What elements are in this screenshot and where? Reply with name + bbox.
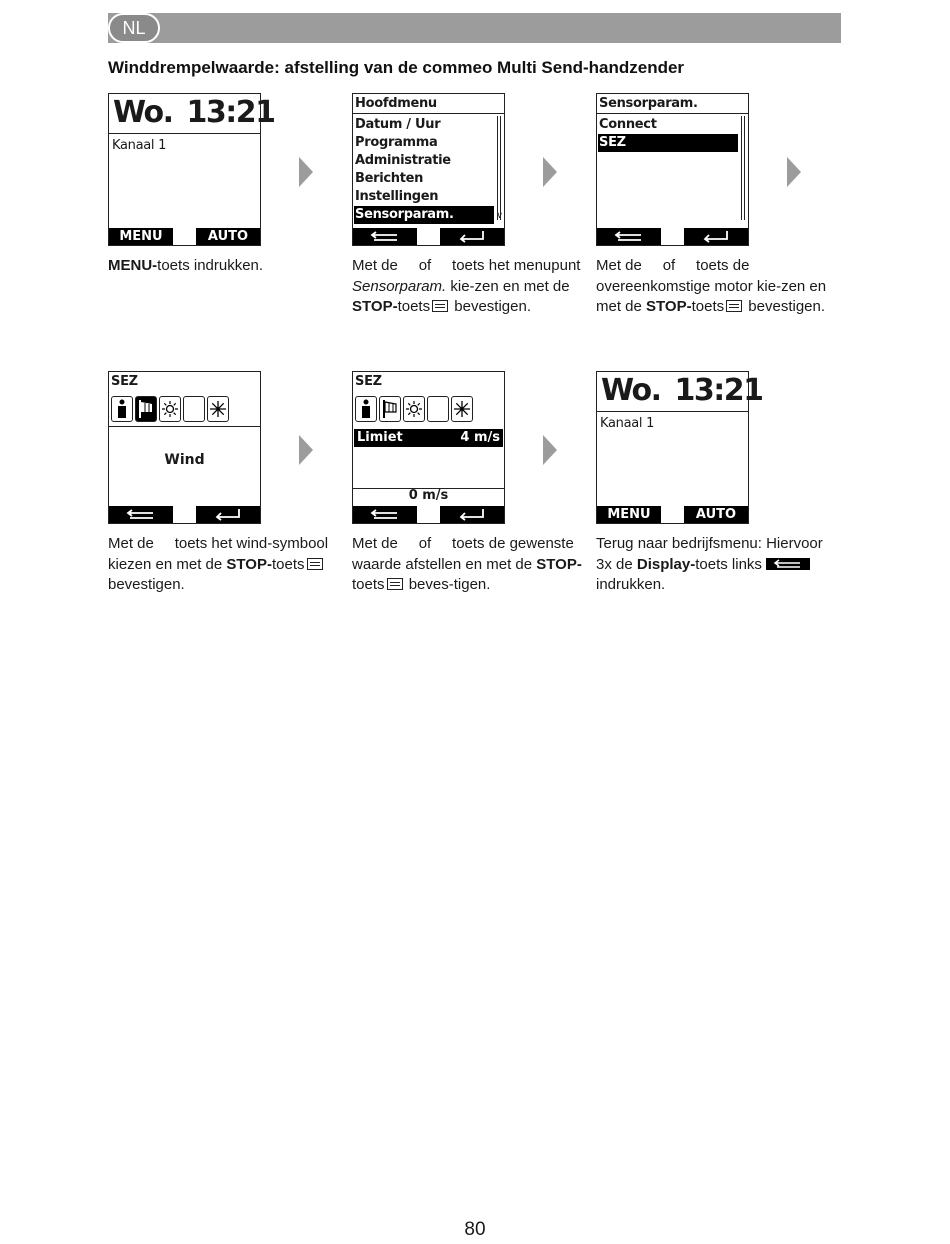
- back-arrow-icon: [370, 230, 400, 242]
- lcd-screen-sez-wind: [108, 371, 261, 524]
- arrow-right-icon: [299, 157, 313, 187]
- enter-softkey: [440, 506, 504, 523]
- wind-label: Wind: [164, 452, 205, 468]
- person-icon: [111, 396, 133, 422]
- list-item: Programma: [355, 135, 438, 150]
- screen-title: SEZ: [355, 374, 382, 389]
- back-arrow-icon: [370, 508, 400, 520]
- caption-step-5: Met de of toets de gewenste waarde afstellen en met de STOP-toets beves-tigen.: [352, 535, 582, 593]
- time-label: 13:21: [186, 95, 275, 130]
- menu-list: [354, 116, 494, 224]
- stop-key-icon: [307, 558, 323, 570]
- person-icon: [355, 396, 377, 422]
- back-arrow-icon: [614, 230, 644, 242]
- snowflake-icon: [451, 396, 473, 422]
- enter-arrow-icon: [457, 508, 487, 520]
- moon-icon: [427, 396, 449, 422]
- lcd-screen-home-return: [596, 371, 763, 524]
- stop-key-icon: [726, 300, 742, 312]
- sun-icon: [403, 396, 425, 422]
- enter-arrow-icon: [213, 508, 243, 520]
- page-title: Winddrempelwaarde: afstelling van de commeo Multi Send-handzender: [108, 58, 685, 77]
- menu-softkey: MENU: [597, 506, 661, 523]
- divider: [109, 426, 260, 427]
- clock-display: [109, 94, 275, 134]
- wind-icon: [135, 396, 157, 422]
- back-softkey: [353, 506, 417, 523]
- list-item: Connect: [599, 117, 657, 132]
- menu-list: [598, 116, 738, 152]
- list-item-selected: SEZ: [598, 134, 738, 152]
- screen-title: SEZ: [111, 374, 138, 389]
- arrow-right-icon: [543, 435, 557, 465]
- limit-label: Limiet: [357, 430, 403, 445]
- enter-arrow-icon: [701, 230, 731, 242]
- lcd-screen-home: [108, 93, 275, 246]
- lcd-screen-sensor-params: [596, 93, 749, 246]
- caption-step-4: Met de toets het wind-symbool kiezen en met de STOP-toets bevestigen.: [108, 535, 333, 593]
- day-label: Wo.: [601, 373, 661, 408]
- arrow-right-icon: [543, 157, 557, 187]
- snowflake-icon: [207, 396, 229, 422]
- time-label: 13:21: [674, 373, 763, 408]
- back-softkey: [353, 228, 417, 245]
- channel-label: Kanaal 1: [600, 416, 655, 431]
- limit-value: 4 m/s: [460, 430, 500, 445]
- list-item: Berichten: [355, 171, 424, 186]
- auto-softkey: AUTO: [684, 506, 748, 523]
- language-bar: [108, 13, 841, 43]
- moon-icon: [183, 396, 205, 422]
- list-item: Administratie: [355, 153, 451, 168]
- arrow-right-icon: [787, 157, 801, 187]
- back-arrow-icon: [126, 508, 156, 520]
- arrow-right-icon: [299, 435, 313, 465]
- auto-softkey: AUTO: [196, 228, 260, 245]
- screen-title: Hoofdmenu: [353, 94, 504, 114]
- enter-softkey: [196, 506, 260, 523]
- list-item: Datum / Uur: [355, 117, 441, 132]
- back-softkey: [597, 228, 661, 245]
- stop-key-icon: [387, 578, 403, 590]
- enter-softkey: [684, 228, 748, 245]
- wind-icon: [379, 396, 401, 422]
- back-key-icon: [766, 558, 810, 570]
- page-number: 80: [464, 1219, 486, 1240]
- lcd-screen-sez-limit: [352, 371, 505, 524]
- scrollbar: [741, 116, 745, 220]
- scrollbar: [497, 116, 501, 220]
- sensor-icon-row: [355, 394, 473, 426]
- stop-key-icon: [432, 300, 448, 312]
- caption-step-1: MENU-toets indrukken.: [108, 257, 264, 274]
- caption-step-6: Terug naar bedrijfsmenu: Hiervoor 3x de Display-toets links indrukken.: [596, 535, 823, 593]
- menu-softkey: MENU: [109, 228, 173, 245]
- current-value: 0 m/s: [408, 488, 449, 503]
- chevron-down-icon: ∨: [496, 211, 503, 221]
- sun-icon: [159, 396, 181, 422]
- channel-label: Kanaal 1: [112, 138, 167, 153]
- list-item-selected: Sensorparam.: [354, 206, 494, 224]
- screen-title: Sensorparam.: [597, 94, 748, 114]
- caption-step-2: Met de of toets het menupunt Sensorparam. kie-zen en met de STOP-toets bevestigen.: [352, 257, 585, 315]
- clock-display: [597, 372, 763, 412]
- list-item: Instellingen: [355, 189, 439, 204]
- sensor-icon-row: [111, 394, 229, 426]
- caption-step-3: Met de of toets de overeenkomstige motor kie-zen en met de STOP-toets bevestigen.: [596, 257, 831, 315]
- day-label: Wo.: [113, 95, 173, 130]
- enter-arrow-icon: [457, 230, 487, 242]
- back-softkey: [109, 506, 173, 523]
- lcd-screen-main-menu: [352, 93, 505, 246]
- limit-row: [354, 429, 503, 447]
- language-badge: NL: [108, 13, 160, 43]
- enter-softkey: [440, 228, 504, 245]
